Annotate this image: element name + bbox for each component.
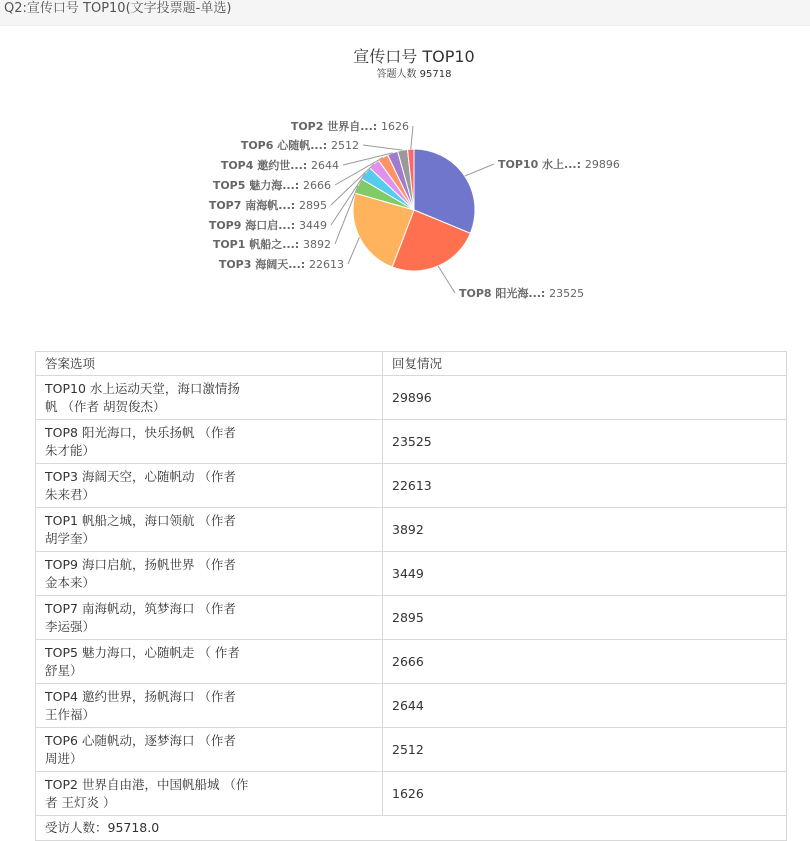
slice-label: TOP2 世界自...: [290, 120, 381, 133]
option-text: TOP1 帆船之城，海口领航 （作者 胡学奎） [45, 512, 236, 546]
slice-data-label [209, 218, 327, 232]
count-cell: 2666 [383, 640, 787, 684]
slice-label: TOP4 邀约世...: [220, 159, 311, 172]
option-text: TOP10 水上运动天堂，海口激情扬帆 （作者 胡贺俊杰） [45, 380, 240, 414]
slice-data-label [498, 157, 620, 171]
count-cell: 2512 [383, 728, 787, 772]
slice-data-label [219, 257, 344, 271]
count-cell: 1626 [383, 772, 787, 816]
slice-label: TOP3 海阔天...: [218, 258, 309, 271]
slice-label: TOP1 帆船之...: [212, 238, 303, 251]
pie-chart-svg [0, 26, 810, 346]
table-row [36, 376, 787, 420]
table-row [36, 728, 787, 772]
option-cell [36, 508, 383, 552]
slice-label: TOP5 魅力海...: [212, 179, 303, 192]
count-cell: 29896 [383, 376, 787, 420]
slice-value: 2512 [331, 139, 359, 152]
label-leader-line [438, 266, 455, 293]
label-leader-line [348, 237, 359, 264]
slice-data-label [291, 119, 409, 133]
table-row [36, 596, 787, 640]
slice-value: 1626 [381, 120, 409, 133]
header-option: 答案选项 [36, 352, 383, 376]
option-cell [36, 772, 383, 816]
label-leader-line [411, 126, 413, 149]
slice-data-label [221, 158, 339, 172]
table-row [36, 772, 787, 816]
option-text: TOP2 世界自由港，中国帆船城 （作者 王灯炎 ） [45, 776, 249, 810]
option-cell [36, 684, 383, 728]
chart-title: 宣传口号 TOP10 [353, 47, 475, 66]
respondent-count: 受访人数：95718.0 [36, 816, 787, 841]
slice-data-label [213, 237, 331, 251]
option-cell [36, 464, 383, 508]
option-cell [36, 420, 383, 464]
slice-data-label [459, 286, 584, 300]
count-cell: 2644 [383, 684, 787, 728]
option-cell [36, 552, 383, 596]
header-count: 回复情况 [383, 352, 787, 376]
label-leader-line [465, 164, 494, 176]
slice-data-label [213, 178, 331, 192]
count-cell: 3449 [383, 552, 787, 596]
option-text: TOP9 海口启航，扬帆世界 （作者 金本来） [45, 556, 236, 590]
table-row [36, 420, 787, 464]
slice-data-label [209, 198, 327, 212]
chart-subtitle: 答题人数 95718 [376, 69, 452, 80]
slice-value: 22613 [309, 258, 344, 271]
slice-value: 2666 [303, 179, 331, 192]
slice-value: 29896 [584, 158, 620, 171]
table-row [36, 640, 787, 684]
option-text: TOP4 邀约世界，扬帆海口 （作者 王作福） [45, 688, 236, 722]
slice-value: 2644 [311, 159, 339, 172]
table-row [36, 684, 787, 728]
table-footer-row [36, 816, 787, 841]
question-title: Q2:宣传口号 TOP10(文字投票题-单选) [0, 0, 810, 26]
option-text: TOP7 南海帆动，筑梦海口 （作者 李运强） [45, 600, 236, 634]
slice-label: TOP6 心随帆...: [240, 139, 331, 152]
option-cell [36, 376, 383, 420]
option-text: TOP3 海阔天空，心随帆动 （作者 朱来君） [45, 468, 236, 502]
slice-value: 3449 [299, 219, 327, 232]
slice-label: TOP8 阳光海...: [459, 287, 550, 300]
option-text: TOP6 心随帆动，逐梦海口 （作者 周进） [45, 732, 236, 766]
table-row [36, 552, 787, 596]
slice-data-label [241, 138, 359, 152]
slice-value: 23525 [549, 287, 585, 300]
slice-label: TOP10 水上...: [498, 158, 585, 171]
count-cell: 3892 [383, 508, 787, 552]
slice-value: 2895 [299, 199, 327, 212]
option-text: TOP5 魅力海口，心随帆走 （ 作者 舒星） [45, 644, 240, 678]
count-cell: 2895 [383, 596, 787, 640]
answer-table [35, 351, 787, 841]
option-cell [36, 596, 383, 640]
table-header-row [36, 352, 787, 376]
option-cell [36, 640, 383, 684]
count-cell: 23525 [383, 420, 787, 464]
slice-value: 3892 [303, 238, 331, 251]
option-cell [36, 728, 383, 772]
table-row [36, 508, 787, 552]
slice-label: TOP7 南海帆...: [208, 199, 299, 212]
pie-chart [0, 26, 810, 346]
table-row [36, 464, 787, 508]
option-text: TOP8 阳光海口，快乐扬帆 （作者 朱才能） [45, 424, 236, 458]
slice-label: TOP9 海口启...: [208, 219, 299, 232]
count-cell: 22613 [383, 464, 787, 508]
label-leader-line [363, 145, 403, 150]
